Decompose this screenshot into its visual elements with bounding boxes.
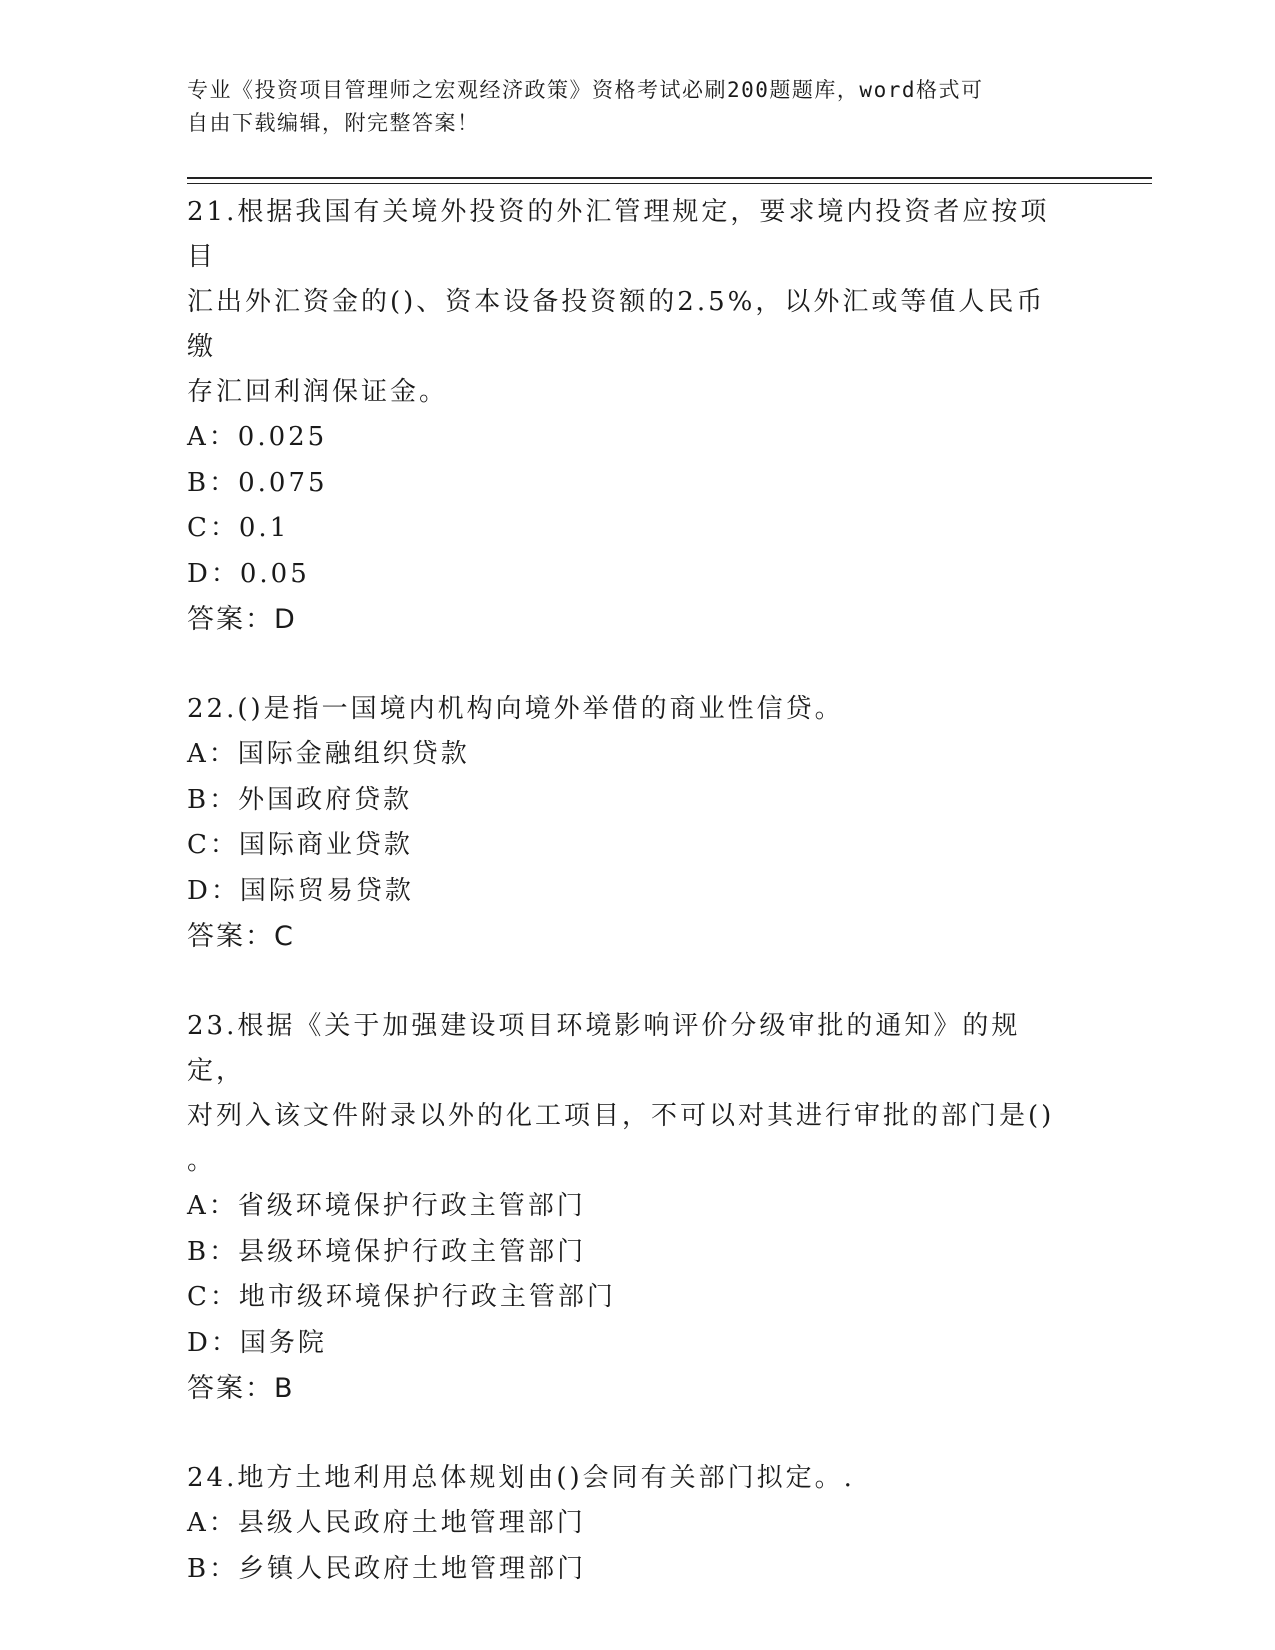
header-line-2: 自由下载编辑，附完整答案！ <box>187 111 480 135</box>
question-stem-line: 21.根据我国有关境外投资的外汇管理规定，要求境内投资者应按项目 <box>187 197 1050 272</box>
question-spacer <box>187 1411 1067 1456</box>
option-a: A：0.025 <box>187 422 328 452</box>
answer-line: 答案：D <box>187 604 297 635</box>
question-23 <box>187 1004 1067 1411</box>
option-b: B：乡镇人民政府土地管理部门 <box>187 1553 587 1584</box>
question-stem-line: 23.根据《关于加强建设项目环境影响评价分级审批的通知》的规定， <box>187 1011 1021 1086</box>
option-c: C：0.1 <box>187 513 290 543</box>
option-d: D：国务院 <box>187 1327 327 1358</box>
question-22 <box>187 687 1067 959</box>
option-c: C：地市级环境保护行政主管部门 <box>187 1282 616 1312</box>
option-c: C：国际商业贷款 <box>187 830 413 860</box>
header-line-1: 专业《投资项目管理师之宏观经济政策》资格考试必刷200题题库，word格式可 <box>187 78 984 102</box>
question-stem-line: 22.()是指一国境内机构向境外举借的商业性信贷。 <box>187 694 844 724</box>
option-b: B：0.075 <box>187 467 328 498</box>
option-d: D：国际贸易贷款 <box>187 875 414 906</box>
question-21 <box>187 190 1067 642</box>
document-header <box>187 74 1067 140</box>
answer-line: 答案：C <box>187 921 295 952</box>
option-d: D：0.05 <box>187 558 310 589</box>
option-b: B：外国政府贷款 <box>187 784 413 815</box>
answer-line: 答案：B <box>187 1373 295 1404</box>
header-divider-thick <box>187 177 1152 179</box>
option-b: B：县级环境保护行政主管部门 <box>187 1236 587 1267</box>
question-stem-line: 汇出外汇资金的()、资本设备投资额的2.5%，以外汇或等值人民币缴 <box>187 287 1046 362</box>
question-stem-line: 对列入该文件附录以外的化工项目，不可以对其进行审批的部门是() <box>187 1101 1055 1131</box>
question-list <box>187 190 1067 1592</box>
question-stem-line: 。 <box>187 1146 217 1176</box>
option-a: A：国际金融组织贷款 <box>187 739 470 769</box>
question-stem-line: 存汇回利润保证金。 <box>187 377 449 407</box>
question-spacer <box>187 959 1067 1004</box>
header-divider-thin <box>187 183 1152 184</box>
question-spacer <box>187 642 1067 687</box>
question-24 <box>187 1456 1067 1592</box>
option-a: A：省级环境保护行政主管部门 <box>187 1191 586 1221</box>
option-a: A：县级人民政府土地管理部门 <box>187 1508 586 1538</box>
question-stem-line: 24.地方土地利用总体规划由()会同有关部门拟定。. <box>187 1463 855 1493</box>
